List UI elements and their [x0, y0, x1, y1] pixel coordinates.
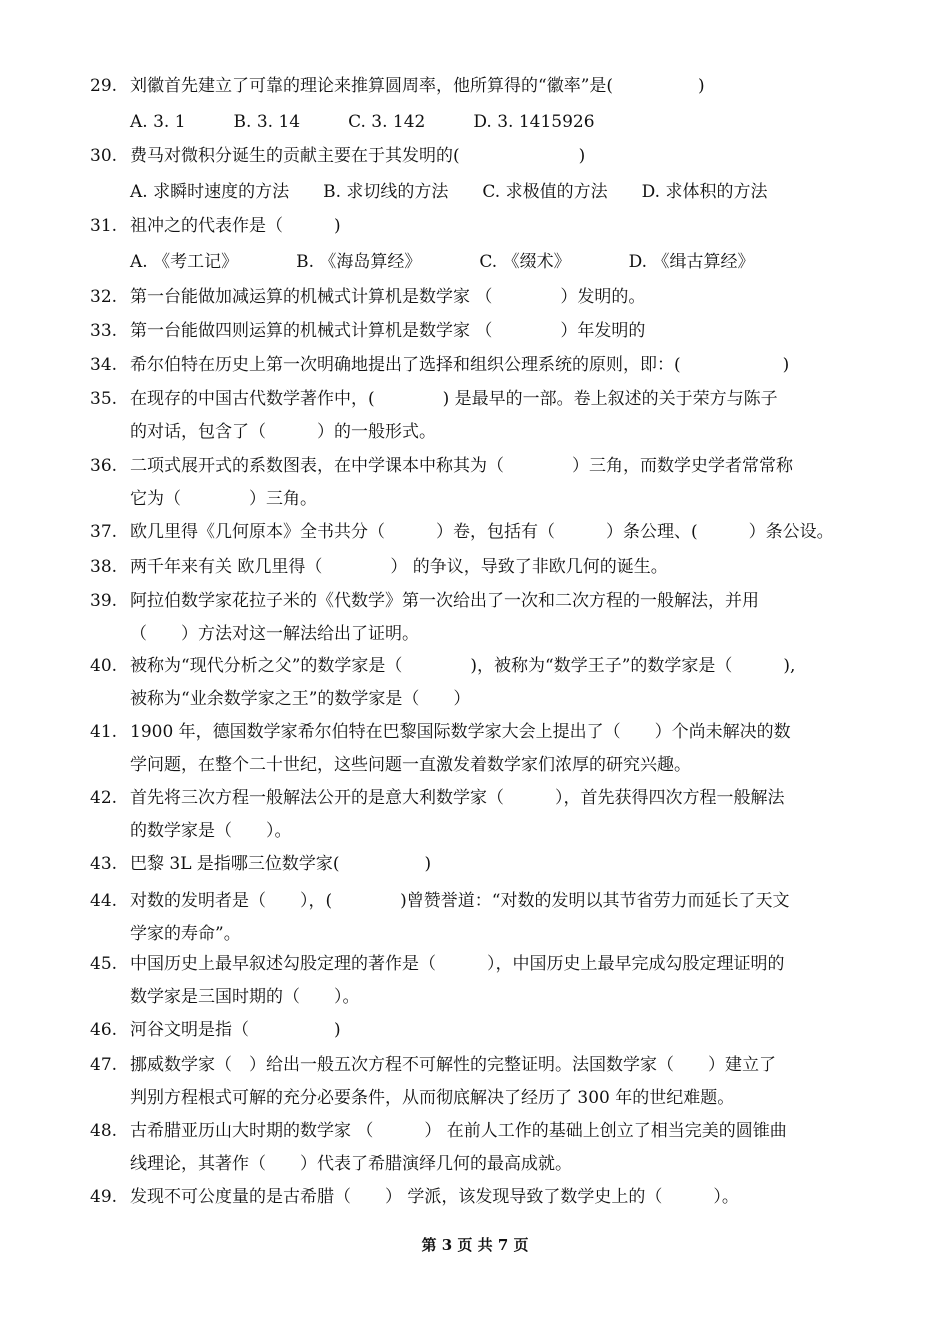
question-text: 刘徽首先建立了可靠的理论来推算圆周率，他所算得的“徽率”是( )	[130, 76, 705, 96]
question-text: 发现不可公度量的是古希腊（ ） 学派，该发现导致了数学史上的（ ）。	[130, 1187, 739, 1207]
question-text: 首先将三次方程一般解法公开的是意大利数学家（ ），首先获得四次方程一般解法	[130, 788, 785, 808]
question-44: 44. 对数的发明者是（ ），( )曾赞誉道：“对数的发明以其节省劳力而延长了天文 学家的寿命”。	[90, 885, 865, 951]
question-30: 30. 费马对微积分诞生的贡献主要在于其发明的( )	[90, 146, 586, 166]
option-b: B. 《海岛算经》	[296, 252, 422, 272]
question-text: 第一台能做四则运算的机械式计算机是数学家 （ ）年发明的	[130, 321, 646, 341]
question-text: 希尔伯特在历史上第一次明确地提出了选择和组织公理系统的原则，即：( )	[130, 355, 790, 375]
option-d: D. 《缉古算经》	[628, 252, 755, 272]
question-37: 37. 欧几里得《几何原本》全书共分（ ）卷，包括有（ ）条公理、( ）条公设。	[90, 522, 834, 542]
question-40: 40. 被称为“现代分析之父”的数学家是（ )，被称为“数学王子”的数学家是（ ), 被称为“业余数学家之王”的数学家是（ ）	[90, 650, 865, 716]
option-d: D. 3. 1415926	[473, 112, 595, 132]
question-text: 挪威数学家（ ）给出一般五次方程不可解性的完整证明。法国数学家（ ）建立了	[130, 1055, 776, 1075]
question-text-cont: 它为（ ）三角。	[130, 489, 317, 509]
question-43: 43. 巴黎 3L 是指哪三位数学家( )	[90, 854, 432, 874]
option-a: A. 3. 1	[130, 112, 186, 132]
question-35: 35. 在现存的中国古代数学著作中，( ) 是最早的一部。卷上叙述的关于荣方与陈子 的对话，包含了（ ）的一般形式。	[90, 383, 865, 449]
question-text-cont: 学问题，在整个二十世纪，这些问题一直激发着数学家们浓厚的研究兴趣。	[130, 755, 691, 775]
question-49: 49. 发现不可公度量的是古希腊（ ） 学派，该发现导致了数学史上的（ ）。	[90, 1187, 739, 1207]
question-text: 1900 年，德国数学家希尔伯特在巴黎国际数学家大会上提出了（ ）个尚未解决的数	[130, 722, 791, 742]
question-text: 被称为“现代分析之父”的数学家是（ )，被称为“数学王子”的数学家是（ ),	[130, 656, 796, 676]
question-text: 费马对微积分诞生的贡献主要在于其发明的( )	[130, 146, 586, 166]
question-text: 两千年来有关 欧几里得（ ） 的争议，导致了非欧几何的诞生。	[130, 557, 668, 577]
options-29	[130, 106, 643, 139]
question-48: 48. 古希腊亚历山大时期的数学家 （ ） 在前人工作的基础上创立了相当完美的圆锥曲 线理论，其著作（ ）代表了希腊演绎几何的最高成就。	[90, 1115, 865, 1181]
question-text: 在现存的中国古代数学著作中，( ) 是最早的一部。卷上叙述的关于荣方与陈子	[130, 389, 778, 409]
question-41: 41. 1900 年，德国数学家希尔伯特在巴黎国际数学家大会上提出了（ ）个尚未解决的数 学问题，在整个二十世纪，这些问题一直激发着数学家们浓厚的研究兴趣。	[90, 716, 865, 782]
question-text-cont: 学家的寿命”。	[130, 924, 241, 944]
question-33: 33. 第一台能做四则运算的机械式计算机是数学家 （ ）年发明的	[90, 321, 646, 341]
question-46: 46. 河谷文明是指（ )	[90, 1020, 341, 1040]
option-b: B. 3. 14	[233, 112, 301, 132]
question-text: 中国历史上最早叙述勾股定理的著作是（ ），中国历史上最早完成勾股定理证明的	[130, 954, 785, 974]
question-39: 39. 阿拉伯数学家花拉子米的《代数学》第一次给出了一次和二次方程的一般解法，并用 （ ）方法对这一解法给出了证明。	[90, 585, 865, 651]
question-45: 45. 中国历史上最早叙述勾股定理的著作是（ ），中国历史上最早完成勾股定理证明的 数学家是三国时期的（ ）。	[90, 948, 865, 1014]
question-text-cont: 的对话，包含了（ ）的一般形式。	[130, 422, 436, 442]
question-text-cont: 的数学家是（ ）。	[130, 821, 292, 841]
question-47: 47. 挪威数学家（ ）给出一般五次方程不可解性的完整证明。法国数学家（ ）建立了 判别方程根式可解的充分必要条件，从而彻底解决了经历了 300 年的世纪难题。	[90, 1049, 865, 1115]
question-text: 巴黎 3L 是指哪三位数学家( )	[130, 854, 432, 874]
question-text: 二项式展开式的系数图表，在中学课本中称其为（ ）三角，而数学史学者常常称	[130, 456, 793, 476]
page-footer: 第 3 页 共 7 页	[421, 1236, 529, 1254]
question-text-cont: （ ）方法对这一解法给出了证明。	[130, 624, 419, 644]
options-31	[130, 246, 812, 279]
option-c: C. 3. 142	[348, 112, 426, 132]
question-32: 32. 第一台能做加减运算的机械式计算机是数学家 （ ）发明的。	[90, 287, 646, 307]
option-c: C. 《缀术》	[479, 252, 571, 272]
question-text: 河谷文明是指（ )	[130, 1020, 341, 1040]
option-b: B. 求切线的方法	[323, 182, 449, 202]
question-text: 阿拉伯数学家花拉子米的《代数学》第一次给出了一次和二次方程的一般解法，并用	[130, 591, 759, 611]
question-text: 欧几里得《几何原本》全书共分（ ）卷，包括有（ ）条公理、( ）条公设。	[130, 522, 834, 542]
question-text-cont: 判别方程根式可解的充分必要条件，从而彻底解决了经历了 300 年的世纪难题。	[130, 1088, 735, 1108]
question-42: 42. 首先将三次方程一般解法公开的是意大利数学家（ ），首先获得四次方程一般解法 的数学家是（ ）。	[90, 782, 865, 848]
question-text: 第一台能做加减运算的机械式计算机是数学家 （ ）发明的。	[130, 287, 646, 307]
option-a: A. 求瞬时速度的方法	[130, 182, 290, 202]
option-c: C. 求极值的方法	[482, 182, 608, 202]
question-text-cont: 被称为“业余数学家之王”的数学家是（ ）	[130, 689, 471, 709]
question-38: 38. 两千年来有关 欧几里得（ ） 的争议，导致了非欧几何的诞生。	[90, 557, 668, 577]
option-a: A. 《考工记》	[130, 252, 239, 272]
question-36: 36. 二项式展开式的系数图表，在中学课本中称其为（ ）三角，而数学史学者常常称 它为（ ）三角。	[90, 450, 865, 516]
question-text-cont: 数学家是三国时期的（ ）。	[130, 987, 360, 1007]
question-text: 对数的发明者是（ ），( )曾赞誉道：“对数的发明以其节省劳力而延长了天文	[130, 891, 790, 911]
question-31: 31. 祖冲之的代表作是（ )	[90, 216, 341, 236]
options-30	[130, 176, 801, 209]
question-text-cont: 线理论，其著作（ ）代表了希腊演绎几何的最高成就。	[130, 1154, 572, 1174]
option-d: D. 求体积的方法	[641, 182, 768, 202]
question-29: 29. 刘徽首先建立了可靠的理论来推算圆周率，他所算得的“徽率”是( )	[90, 76, 705, 96]
question-text: 古希腊亚历山大时期的数学家 （ ） 在前人工作的基础上创立了相当完美的圆锥曲	[130, 1121, 787, 1141]
question-34: 34. 希尔伯特在历史上第一次明确地提出了选择和组织公理系统的原则，即：( )	[90, 355, 790, 375]
question-text: 祖冲之的代表作是（ )	[130, 216, 341, 236]
